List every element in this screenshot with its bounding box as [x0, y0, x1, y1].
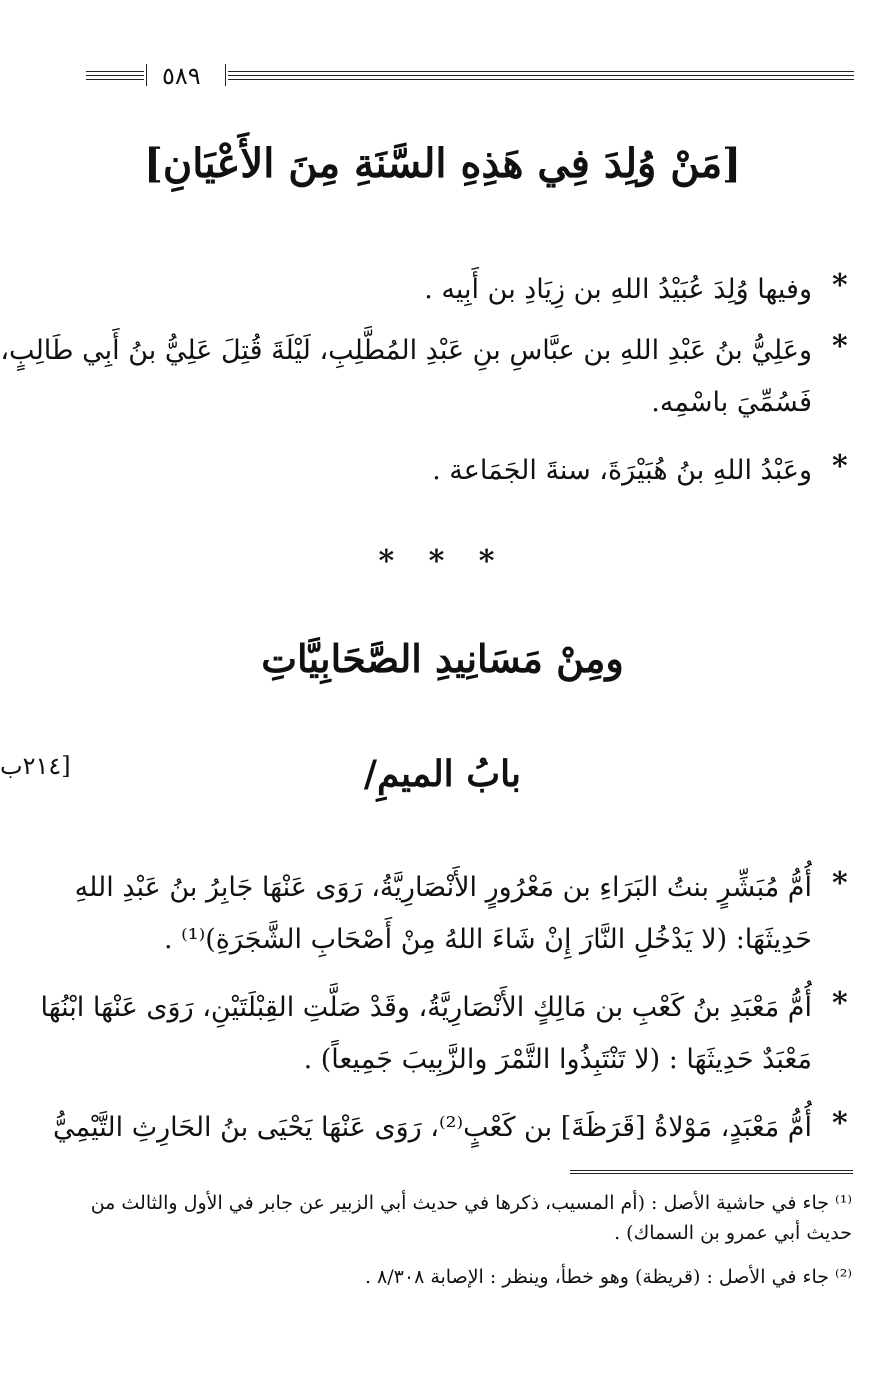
entry-line: أُمُّ مُبَشِّرٍ بنتُ البَرَاءِ بن مَعْرُورٍ الأَنْصَارِيَّةُ، رَوَى عَنْهَا جَابِرُ بنُ عَبْدِ اللهِ — [74, 872, 812, 903]
footnote-1 — [82, 1188, 852, 1248]
footnote-line: ⁽¹⁾ جاء في حاشية الأصل : (أم المسيب، ذكرها في حديث أبي الزبير عن جابر في الأول والثالث من — [90, 1192, 852, 1214]
bullet-marker: * — [832, 329, 848, 364]
birth-entry — [82, 264, 812, 316]
header-rule-right — [228, 71, 854, 80]
section-title-births: [مَنْ وُلِدَ فِي هَذِهِ السَّنَةِ مِنَ الأَعْيَانِ] — [143, 140, 742, 187]
entry-line: أُمُّ مَعْبَدِ بنُ كَعْبِ بن مَالِكٍ الأَنْصَارِيَّةُ، وقَدْ صَلَّتِ القِبْلَتَيْنِ، رَوَى عَنْهَا ابْنُهَا — [40, 992, 812, 1023]
entry-line: مَعْبَدٌ حَدِيثَهَا : (لا تَنْتَبِذُوا التَّمْرَ والزَّبِيبَ جَمِيعاً) . — [303, 1044, 812, 1075]
bullet-marker: * — [832, 986, 848, 1021]
entry-line: حَدِيثَهَا: (لا يَدْخُلِ النَّارَ إِنْ شَاءَ اللهُ مِنْ أَصْحَابِ الشَّجَرَةِ)⁽¹⁾ . — [163, 924, 812, 955]
bullet-marker: * — [832, 1106, 848, 1141]
birth-entry — [82, 445, 812, 497]
birth-entry — [0, 325, 812, 429]
header-rule-left — [86, 71, 144, 80]
header-divider-right — [225, 64, 226, 86]
section-title-musnads: ومِنْ مَسَانِيدِ الصَّحَابِيَّاتِ — [261, 636, 624, 681]
entry-line: فَسُمِّيَ باسْمِه. — [651, 387, 812, 418]
footnote-separator — [570, 1170, 853, 1174]
header-divider-left — [146, 64, 147, 86]
footnote-2 — [82, 1262, 852, 1292]
footnote-line: ⁽²⁾ جاء في الأصل : (قريظة) وهو خطأ، وينظر : الإصابة ٨/٣٠٨ . — [364, 1266, 852, 1288]
entry-line: وعَلِيُّ بنُ عَبْدِ اللهِ بن عبَّاسِ بنِ عَبْدِ المُطَّلِبِ، لَيْلَةَ قُتِلَ عَلِيُّ بنُ أَبِي طَالِبٍ، — [0, 335, 812, 366]
narrator-entry — [40, 982, 812, 1086]
bullet-marker: * — [832, 449, 848, 484]
narrator-entry — [74, 862, 812, 966]
entry-line: وفيها وُلِدَ عُبَيْدُ اللهِ بن زِيَادِ بن أَبِيه . — [424, 274, 812, 305]
chapter-title-mim: بابُ الميمِ/ — [363, 753, 522, 795]
bullet-marker: * — [832, 866, 848, 901]
bullet-marker: * — [832, 268, 848, 303]
entry-line: أُمُّ مَعْبَدٍ، مَوْلاةُ [قَرَظَةَ] بن كَعْبٍ⁽²⁾، رَوَى عَنْهَا يَحْيَى بنُ الحَارِثِ التَّيْمِيُّ — [53, 1112, 812, 1143]
page-number: ٥٨٩ — [162, 62, 201, 90]
footnote-line: حديث أبي عمرو بن السماك) . — [614, 1222, 852, 1244]
margin-folio-note: [٢١٤ب — [0, 752, 71, 780]
narrator-entry — [53, 1102, 812, 1154]
entry-line: وعَبْدُ اللهِ بنُ هُبَيْرَةَ، سنةَ الجَمَاعة . — [432, 455, 812, 486]
section-separator: * * * — [378, 544, 507, 579]
